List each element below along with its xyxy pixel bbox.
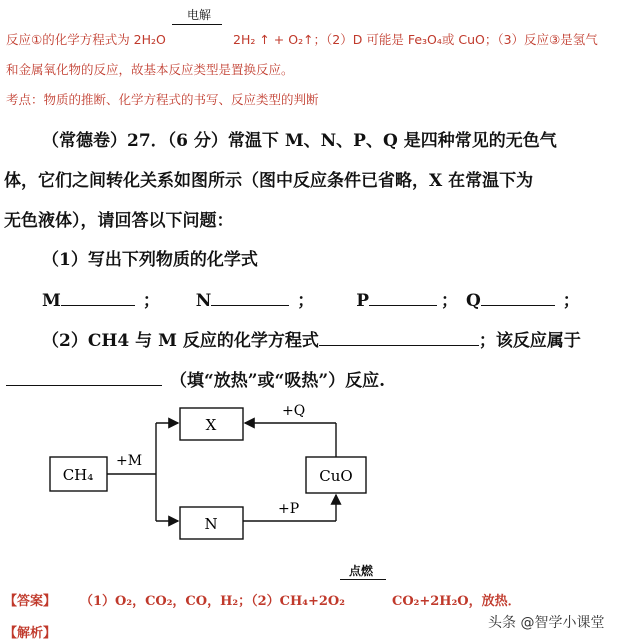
- plus-m-label: +M: [116, 453, 143, 469]
- fill-label-q: Q: [465, 291, 481, 311]
- question-part2-row2: [6, 366, 385, 391]
- analysis-line1a: 反应①的化学方程式为 2H₂O: [6, 32, 166, 47]
- separator: ；: [297, 291, 315, 311]
- electrolysis-condition: 电解: [187, 8, 212, 22]
- fill-row: [42, 286, 580, 311]
- question-intro-1: （常德卷）27．（6 分）常温下 M、N、P、Q 是四种常见的无色气: [42, 131, 557, 151]
- part2-text: （2）CH4 与 M 反应的化学方程式: [42, 331, 319, 351]
- analysis-line3: 考点：物质的推断、化学方程式的书写、反应类型的判断: [6, 92, 319, 107]
- separator: ；: [562, 291, 580, 311]
- blank-n: [211, 289, 289, 306]
- blank-q: [481, 289, 555, 306]
- separator: ；: [142, 291, 160, 311]
- analysis-line1b: 2H₂ ↑ + O₂↑；（2）D 可能是 Fe₃O₄或 CuO；（3）反应③是氢气: [233, 32, 598, 47]
- plus-q-label: +Q: [282, 403, 306, 419]
- cuo-label: CuO: [319, 467, 353, 485]
- answer-text-b: CO₂+2H₂O，放热．: [392, 594, 521, 609]
- answer-text-a: （1）O₂，CO₂，CO，H₂；（2）CH₄+2O₂: [80, 594, 345, 609]
- analysis-label: 【解析】: [4, 626, 57, 641]
- x-label: X: [205, 416, 217, 434]
- fill-label-n: N: [195, 291, 212, 311]
- part2-text-b: ；该反应属于: [478, 331, 581, 351]
- question-part2-row: [42, 326, 581, 351]
- condition-line: [340, 579, 386, 580]
- part2-text-c: （填“放热”或“吸热”）反应.: [170, 371, 386, 391]
- analysis-line2: 和金属氧化物的反应，故基本反应类型是置换反应。: [6, 62, 294, 77]
- ignite-condition: 点燃: [349, 564, 374, 578]
- blank-m: [61, 289, 135, 306]
- watermark: 头条 @智学小课堂: [488, 615, 605, 631]
- condition-line: [172, 24, 222, 25]
- ch4-label: CH₄: [62, 466, 94, 484]
- blank-heat: [6, 369, 162, 386]
- separator: ；: [441, 291, 459, 311]
- question-intro-2: 体，它们之间转化关系如图所示（图中反应条件已省略，X 在常温下为: [4, 171, 534, 191]
- plus-p-label: +P: [278, 501, 300, 517]
- n-label: N: [204, 515, 218, 533]
- blank-p: [369, 289, 437, 306]
- question-part1: （1）写出下列物质的化学式: [42, 250, 258, 270]
- answer-label: 【答案】: [4, 594, 57, 609]
- question-intro-3: 无色液体），请回答以下问题：: [4, 211, 234, 231]
- reaction-diagram: [0, 395, 630, 565]
- fill-label-m: M: [42, 291, 61, 311]
- fill-label-p: P: [356, 291, 370, 311]
- blank-equation: [319, 329, 479, 346]
